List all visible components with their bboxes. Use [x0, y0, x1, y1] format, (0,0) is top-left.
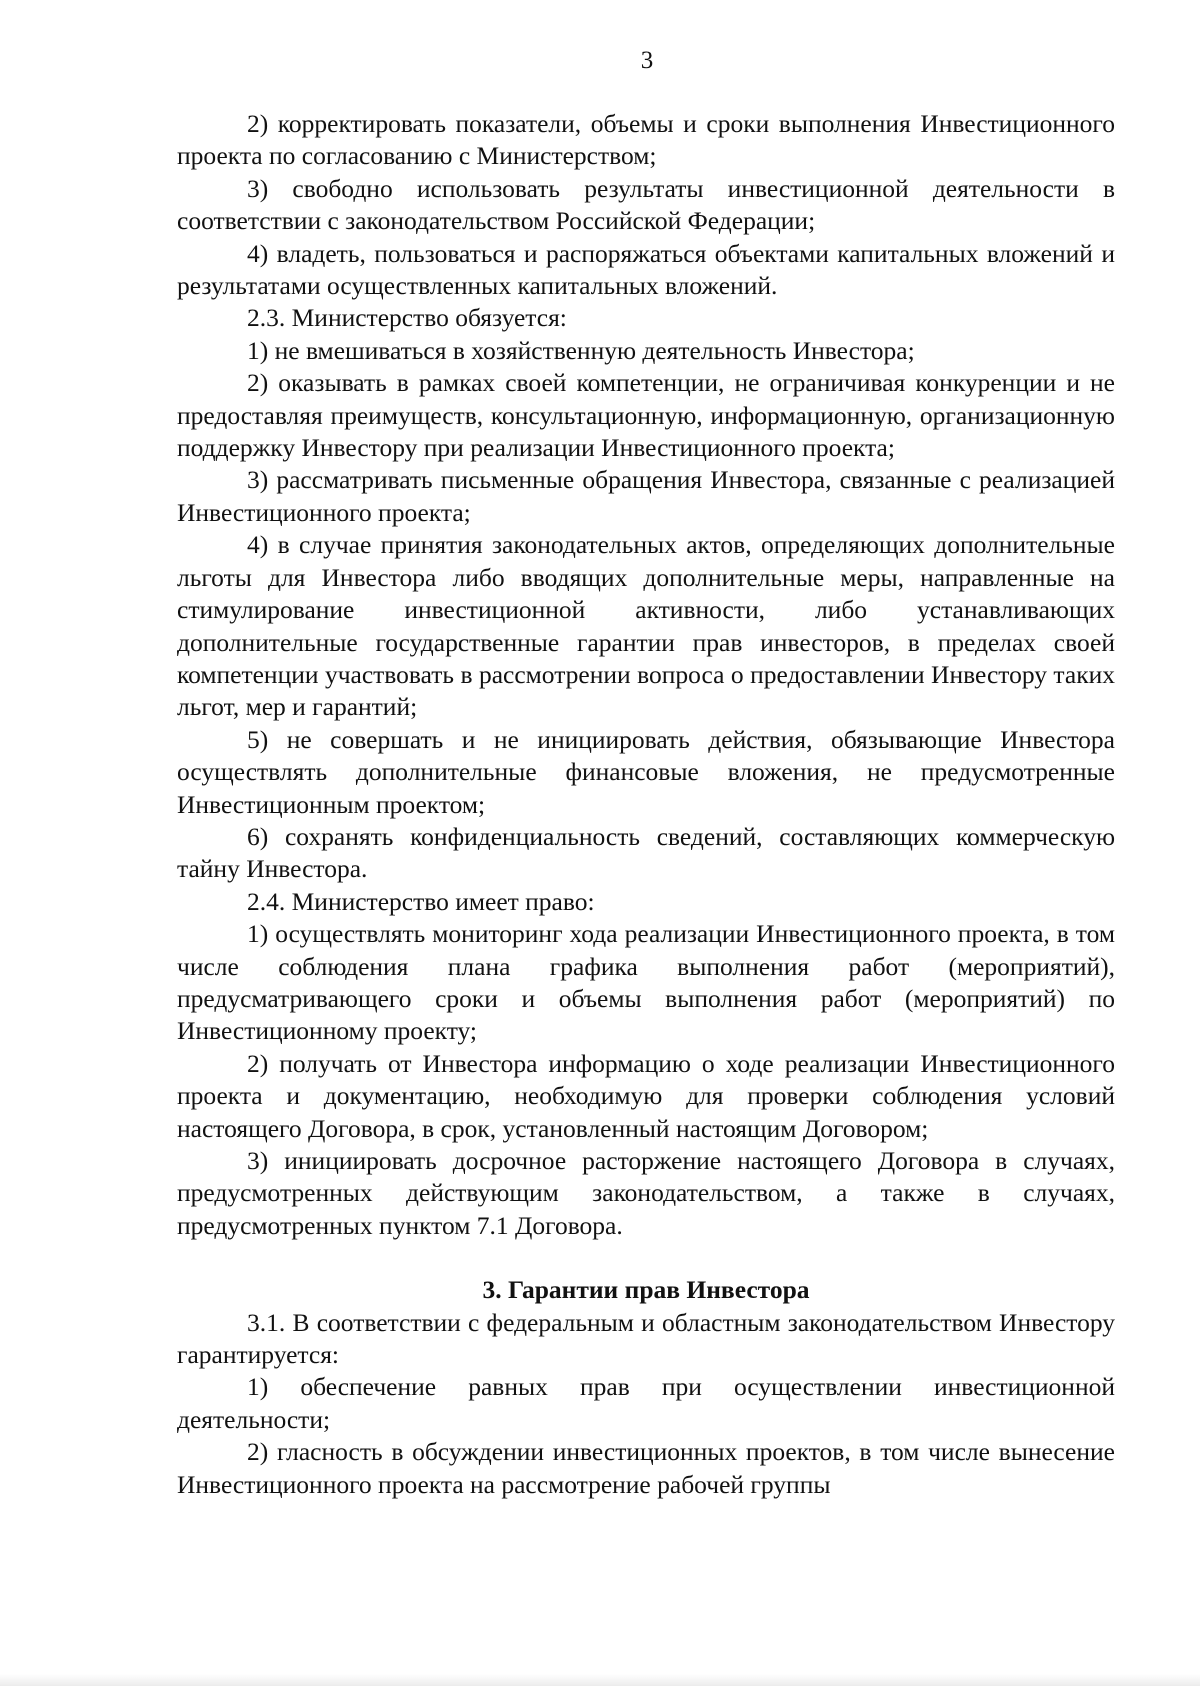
paragraph-2-3-item-1: 1) не вмешиваться в хозяйственную деятельность Инвестора;	[247, 335, 915, 365]
paragraph-2-2-item-4: 4) владеть, пользоваться и распоряжаться объектами капитальных вложений и результатами осуществленных капитальных вложений.	[177, 238, 1115, 301]
paragraph-3-1-item-1: 1) обеспечение равных прав при осуществлении инвестиционной деятельности;	[177, 1372, 1115, 1434]
clause-3-1: 3.1. В соответствии с федеральным и областным законодательством Инвестору гарантируется:	[177, 1307, 1115, 1370]
paragraph-2-3-item-5: 5) не совершать и не инициировать действия, обязывающие Инвестора осуществлять дополнительные финансовые вложения, не предусмотренные Инвестиционным проектом;	[177, 724, 1115, 819]
paragraph-2-4-item-1: 1) осуществлять мониторинг хода реализации Инвестиционного проекта, в том числе соблюдения плана графика выполнения работ (мероприятий), предусматривающего сроки и объемы выполнения работ (мероприятий) по Инвестиционному проекту;	[177, 919, 1115, 1046]
document-body	[177, 108, 1115, 1501]
clause-2-4-title: 2.4. Министерство имеет право:	[247, 886, 595, 916]
paragraph-2-3-item-4: 4) в случае принятия законодательных актов, определяющих дополнительные льготы для Инвестора либо вводящих дополнительные меры, направленные на стимулирование инвестиционной активности, либо устанавливающих дополнительные государственные гарантии прав инвесторов, в пределах своей компетенции участвовать в рассмотрении вопроса о предоставлении Инвестору таких льгот, мер и гарантий;	[177, 530, 1115, 722]
paragraph-2-4-item-3: 3) инициировать досрочное расторжение настоящего Договора в случаях, предусмотренных действующим законодательством, а также в случаях, предусмотренных пунктом 7.1 Договора.	[177, 1146, 1115, 1240]
paragraph-2-3-item-3: 3) рассматривать письменные обращения Инвестора, связанные с реализацией Инвестиционного проекта;	[177, 465, 1115, 527]
paragraph-2-4-item-2: 2) получать от Инвестора информацию о ходе реализации Инвестиционного проекта и документацию, необходимую для проверки соблюдения условий настоящего Договора, в срок, установленный настоящим Договором;	[177, 1048, 1115, 1143]
paragraph-2-3-item-2: 2) оказывать в рамках своей компетенции, не ограничивая конкуренции и не предоставляя преимуществ, консультационную, информационную, организационную поддержку Инвестору при реализации Инвестиционного проекта;	[177, 368, 1115, 463]
page-number: 3	[640, 47, 654, 74]
scan-edge-shadow	[0, 1674, 1200, 1686]
paragraph-2-2-item-3: 3) свободно использовать результаты инвестиционной деятельности в соответствии с законодательством Российской Федерации;	[177, 173, 1115, 236]
clause-2-3-title: 2.3. Министерство обязуется:	[247, 303, 567, 333]
paragraph-3-1-item-2: 2) гласность в обсуждении инвестиционных проектов, в том числе вынесение Инвестиционного проекта на рассмотрение рабочей группы	[177, 1437, 1115, 1499]
section-3-heading: 3. Гарантии прав Инвестора	[482, 1275, 810, 1305]
paragraph-2-2-item-2: 2) корректировать показатели, объемы и сроки выполнения Инвестиционного проекта по согласованию с Министерством;	[177, 109, 1115, 171]
paragraph-2-3-item-6: 6) сохранять конфиденциальность сведений, составляющих коммерческую тайну Инвестора.	[177, 821, 1115, 884]
